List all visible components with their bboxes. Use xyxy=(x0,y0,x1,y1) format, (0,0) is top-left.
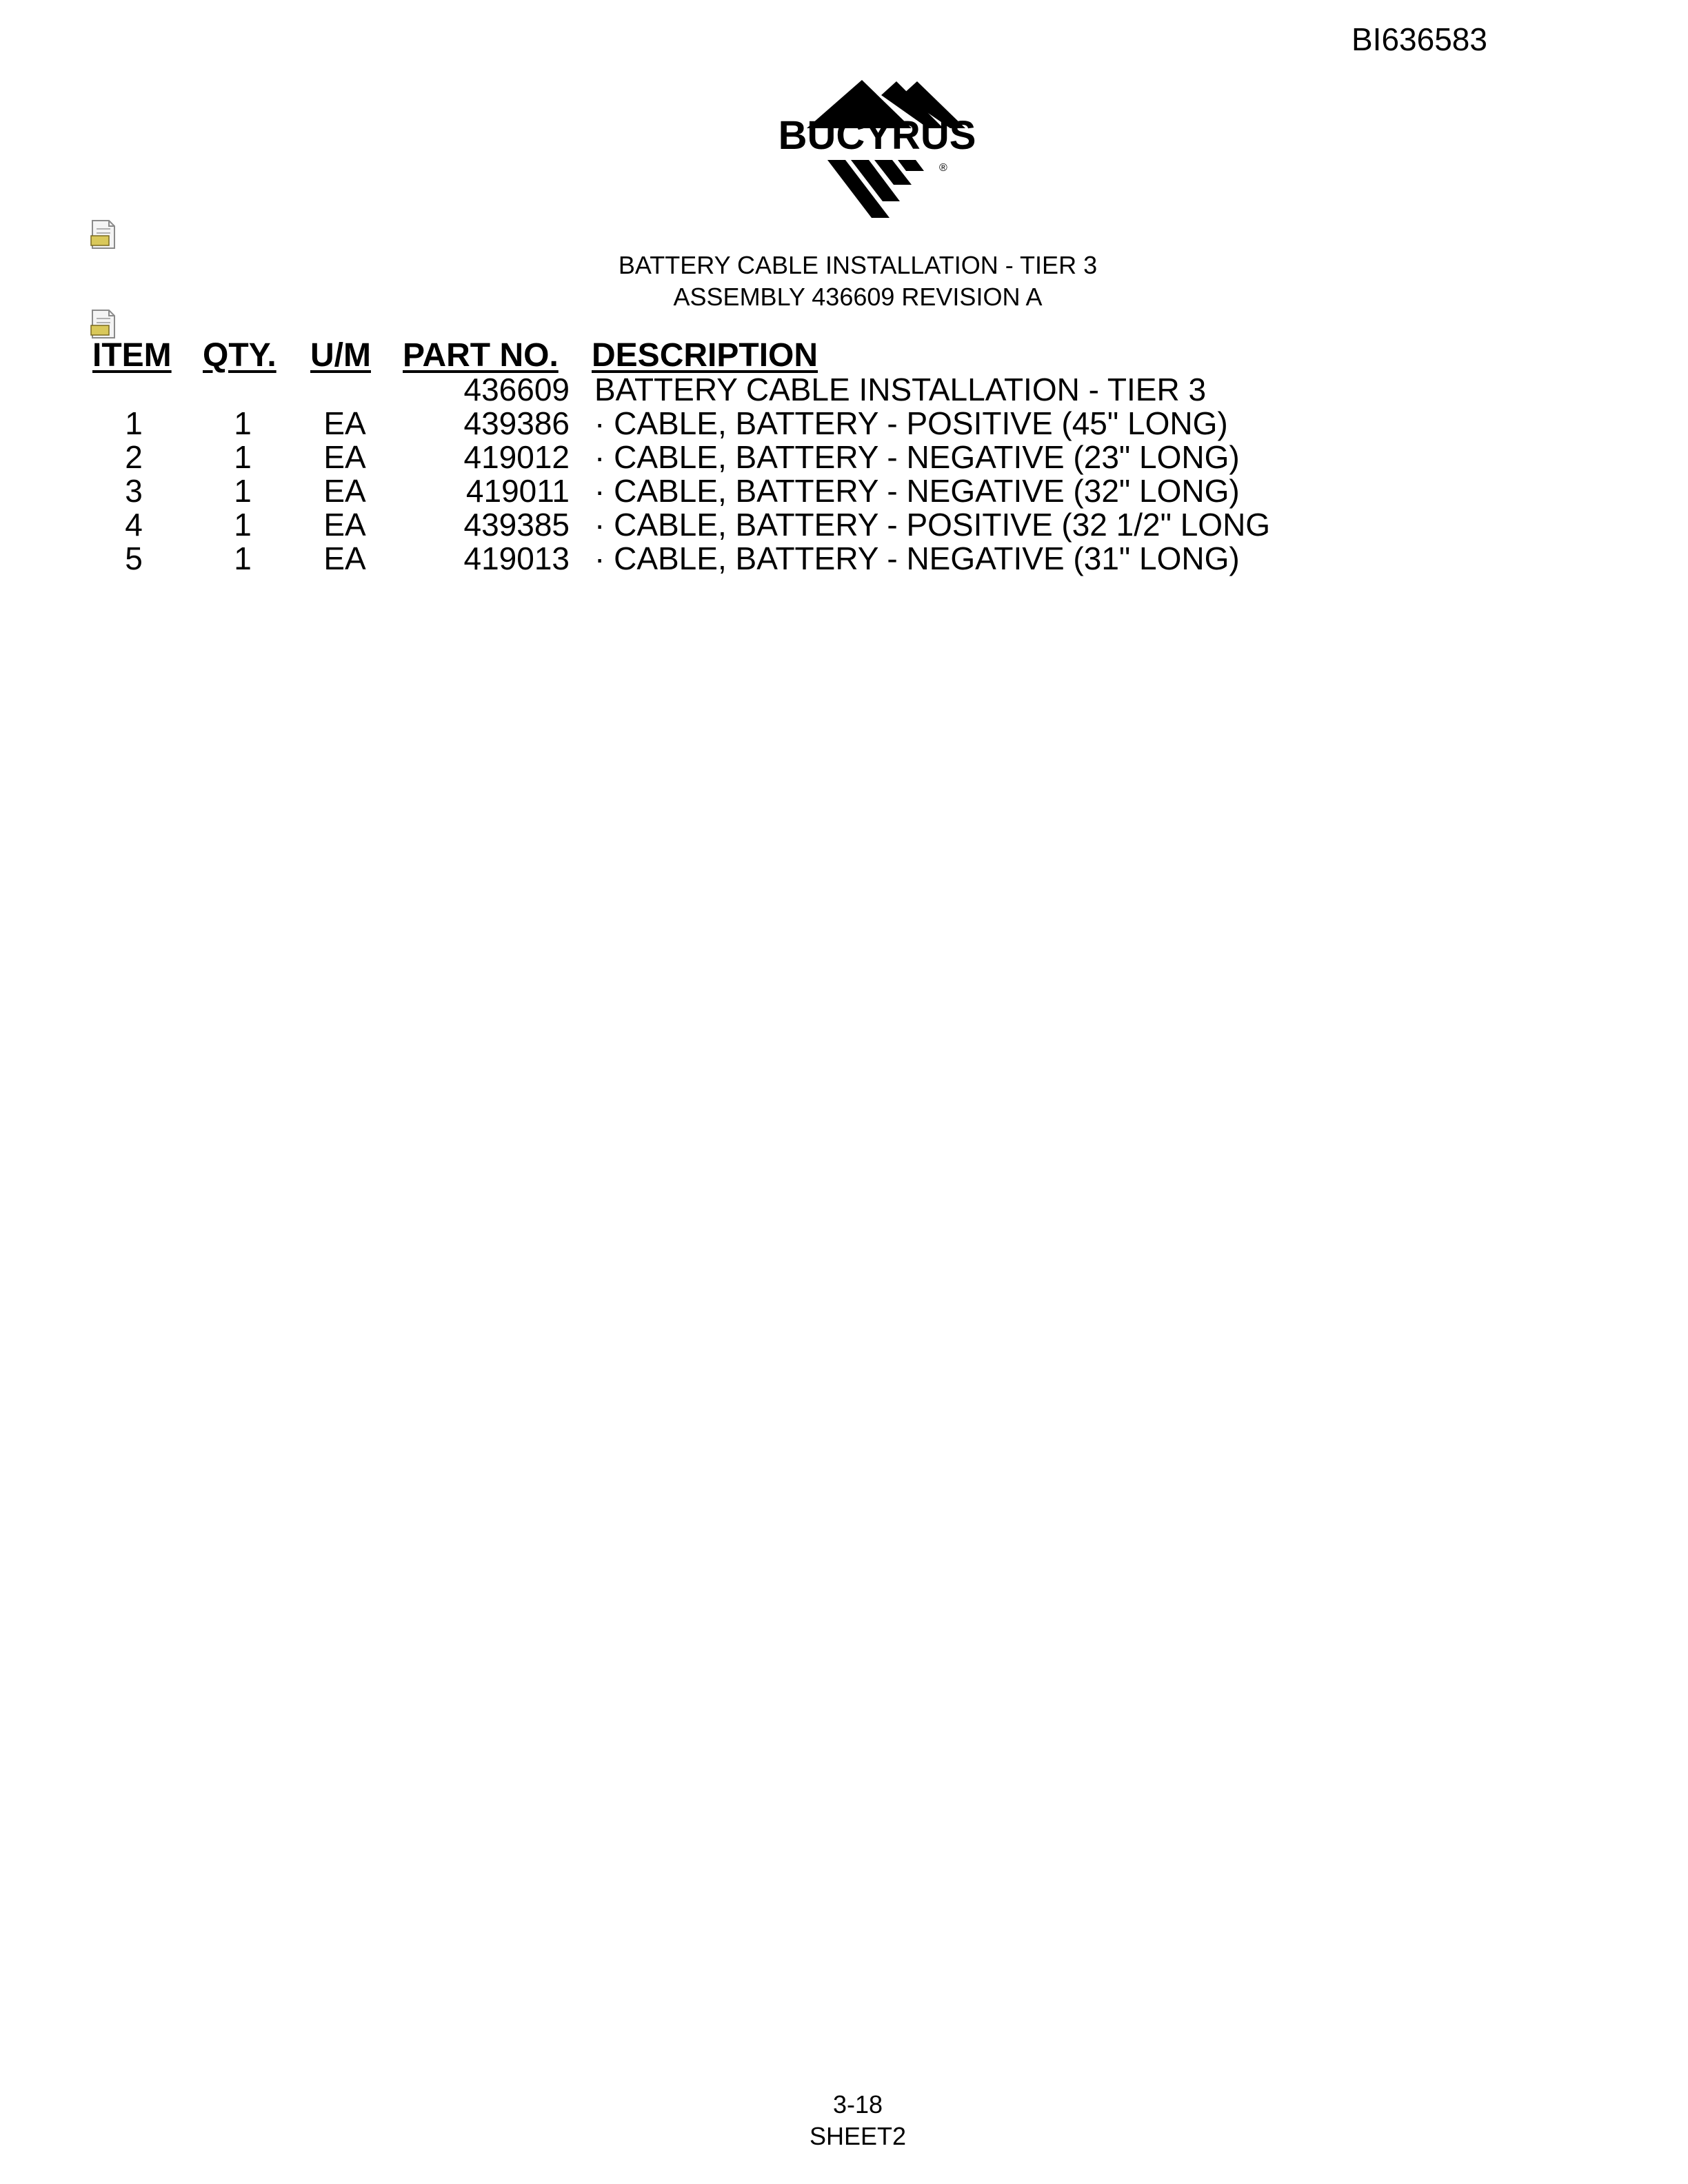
header-item: ITEM xyxy=(92,337,172,374)
row-item: 1 xyxy=(125,405,143,441)
title-line-1: BATTERY CABLE INSTALLATION - TIER 3 xyxy=(618,251,1098,279)
row-description: · CABLE, BATTERY - NEGATIVE (32" LONG) xyxy=(594,473,1240,509)
row-qty: 1 xyxy=(234,405,252,441)
logo-wordmark: BUCYRUS xyxy=(778,113,976,158)
header-part-no: PART NO. xyxy=(403,337,559,374)
row-part-no: 439385 xyxy=(463,507,570,543)
attachment-file-icon[interactable] xyxy=(90,309,117,339)
assembly-part-no: 436609 xyxy=(463,372,570,407)
row-um: EA xyxy=(323,540,366,576)
row-um: EA xyxy=(323,405,366,441)
header-um: U/M xyxy=(310,337,371,374)
row-description: · CABLE, BATTERY - NEGATIVE (23" LONG) xyxy=(594,439,1240,475)
bucyrus-logo xyxy=(758,74,993,228)
row-part-no: 419012 xyxy=(463,439,570,475)
row-item: 3 xyxy=(125,473,143,509)
row-part-no: 439386 xyxy=(463,405,570,441)
row-item: 2 xyxy=(125,439,143,475)
row-part-no: 419013 xyxy=(463,540,570,576)
logo-registered-mark: ® xyxy=(939,162,947,174)
row-um: EA xyxy=(323,473,366,509)
title-line-2: ASSEMBLY 436609 REVISION A xyxy=(673,283,1043,311)
sheet-label: SHEET2 xyxy=(809,2122,907,2150)
row-um: EA xyxy=(323,507,366,543)
row-part-no: 419011 xyxy=(465,473,570,509)
header-qty: QTY. xyxy=(203,337,277,374)
assembly-description: BATTERY CABLE INSTALLATION - TIER 3 xyxy=(594,372,1207,407)
row-qty: 1 xyxy=(234,540,252,576)
row-qty: 1 xyxy=(234,473,252,509)
row-item: 4 xyxy=(125,507,143,543)
document-title xyxy=(0,250,1688,313)
page-number: 3-18 xyxy=(832,2090,883,2119)
attachment-file-icon[interactable] xyxy=(90,219,117,250)
row-description: · CABLE, BATTERY - POSITIVE (45" LONG) xyxy=(594,405,1228,441)
row-qty: 1 xyxy=(234,439,252,475)
header-description: DESCRIPTION xyxy=(592,337,818,374)
page-footer xyxy=(0,2089,1688,2152)
row-item: 5 xyxy=(125,540,143,576)
row-qty: 1 xyxy=(234,507,252,543)
document-id: BI636583 xyxy=(1352,21,1487,57)
row-description: · CABLE, BATTERY - NEGATIVE (31" LONG) xyxy=(594,540,1240,576)
row-um: EA xyxy=(323,439,366,475)
row-description: · CABLE, BATTERY - POSITIVE (32 1/2" LONG xyxy=(594,507,1271,543)
